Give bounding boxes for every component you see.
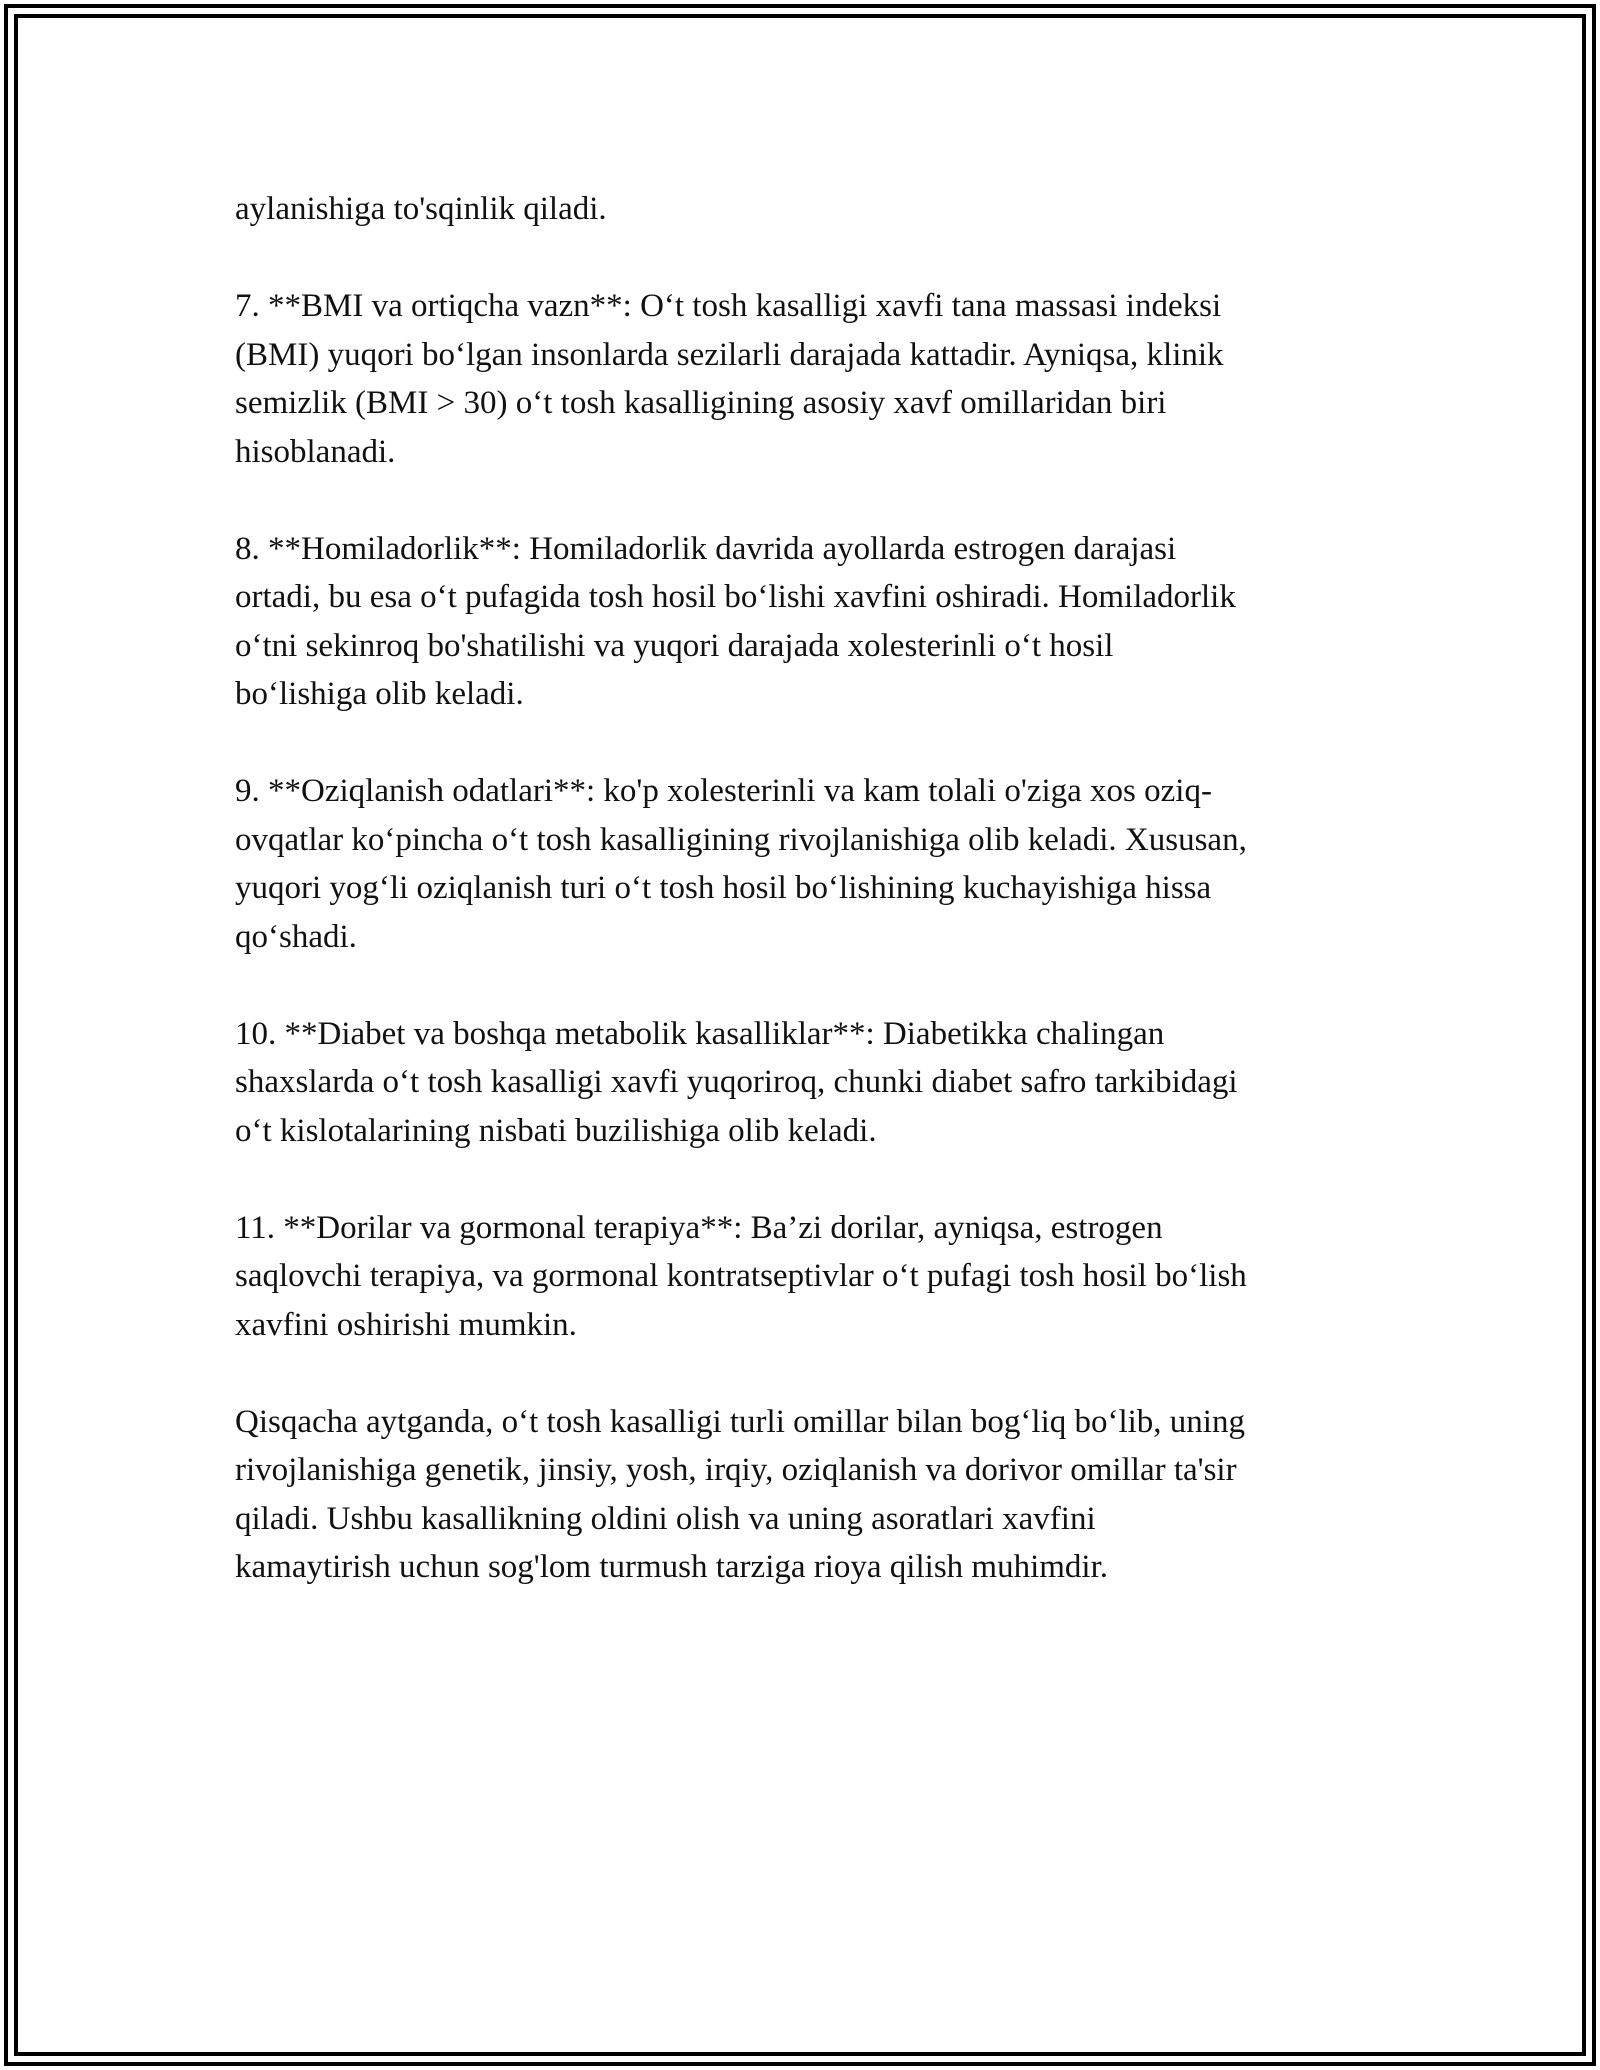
document-body	[235, 185, 1365, 1592]
paragraph-item-9-nutrition: 9. **Oziqlanish odatlari**: ko'p xolesterinli va kam tolali o'ziga xos oziq- ovqatlar ko‘pincha o‘t tosh kasalligining rivojlanishiga olib keladi. Xususan, yuqori yog‘li oziqlanish turi o‘t tosh hosil bo‘lishining kuchayishiga hissa qo‘shadi.	[235, 773, 1247, 955]
paragraph-summary: Qisqacha aytganda, o‘t tosh kasalligi turli omillar bilan bog‘liq bo‘lib, uning rivojlanishiga genetik, jinsiy, yosh, irqiy, oziqlanish va dorivor omillar ta'sir qiladi. Ushbu kasallikning oldini olish va uning asoratlari xavfini kamaytirish uchun sog'lom turmush tarziga rioya qilish muhimdir.	[235, 1403, 1245, 1585]
paragraph-item-11-medications: 11. **Dorilar va gormonal terapiya**: Ba’zi dorilar, ayniqsa, estrogen saqlovchi terapiya, va gormonal kontratseptivlar o‘t pufagi tosh hosil bo‘lish xavfini oshirishi mumkin.	[235, 1209, 1247, 1343]
paragraph-continuation: aylanishiga to'sqinlik qiladi.	[235, 191, 607, 227]
paragraph-item-10-diabetes: 10. **Diabet va boshqa metabolik kasalliklar**: Diabetikka chalingan shaxslarda o‘t tosh kasalligi xavfi yuqoriroq, chunki diabet safro tarkibidagi o‘t kislotalarining nisbati buzilishiga olib keladi.	[235, 1015, 1238, 1149]
paragraph-item-7-bmi: 7. **BMI va ortiqcha vazn**: O‘t tosh kasalligi xavfi tana massasi indeksi (BMI) yuqori bo‘lgan insonlarda sezilarli darajada kattadir. Ayniqsa, klinik semizlik (BMI > 30) o‘t tosh kasalligining asosiy xavf omillaridan biri hisoblanadi.	[235, 288, 1224, 470]
paragraph-item-8-pregnancy: 8. **Homiladorlik**: Homiladorlik davrida ayollarda estrogen darajasi ortadi, bu esa o‘t pufagida tosh hosil bo‘lishi xavfini oshiradi. Homiladorlik o‘tni sekinroq bo'shatilishi va yuqori darajada xolesterinli o‘t hosil bo‘lishiga olib keladi.	[235, 530, 1236, 712]
